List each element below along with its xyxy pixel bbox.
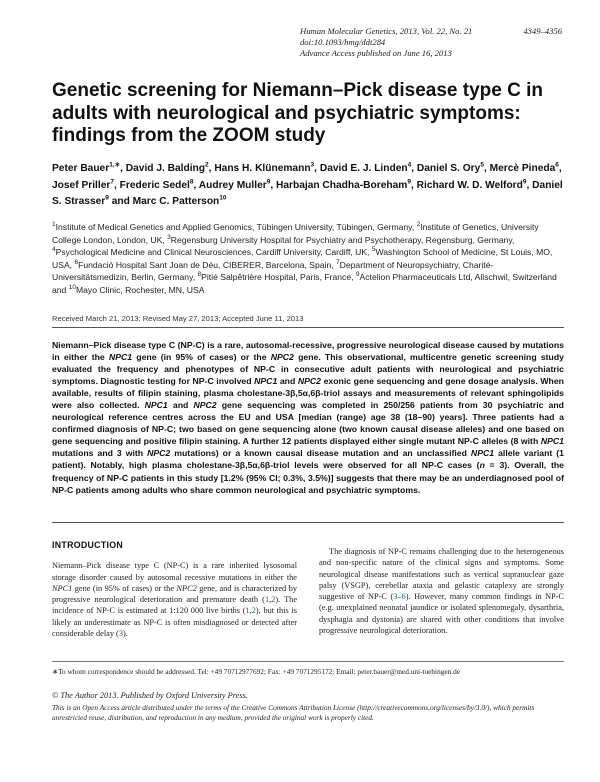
text-run: ), but this is likely an underestimate as NP-C is often misdiagnosed or detected after considerable delay ( [52,606,297,639]
text-run: ). The incidence of NP-C is estimated at 1:120 000 live births ( [52,595,297,616]
author-name: David E. J. Linden [319,163,408,174]
author-name: David J. Balding [125,163,206,174]
italic-term: n [479,460,485,471]
author-affiliation-marker: 5 [480,161,484,169]
author-name: Marc C. Patterson [132,196,220,207]
intro-paragraph [52,560,297,639]
affiliation-number: 10 [68,283,76,291]
author-name: Frederic Sedel [119,179,190,191]
affiliation-number: 5 [371,246,376,254]
italic-term: NPC1 [52,583,73,593]
text-run: allele variant (1 patient). Notably, high plasma cholestane-3β,5α,6β-triol levels were observed for all NP-C cases ( [52,448,565,471]
text-run: gene sequencing was completed in 250/256 patients from 30 psychiatric and neurological reference centres across the EU and USA [median (range) age 38 (18–90) years]. Three patients had a confirmed diagnosis of NP-C; two based on gene sequencing alone (two known causal disease alleles) and one based on gene sequencing and positive filipin staining. A further 12 patients displayed either single mutant NP-C alleles (8 with [52,400,564,447]
text-run: ). However, many common findings in NP-C (e.g. unexplained neonatal jaundice or isolated splenomegaly, dysarthria, dysphagia and dystonia) are shared with other conditions that involve progressive neurological deterioration. [319,592,565,636]
text-run: gene (in 95% of cases) or the [72,583,177,593]
italic-term: NPC1 [254,376,278,387]
text-run: Niemann–Pick disease type C (NP-C) is a rare inherited lysosomal storage disorder caused by autosomal recessive mutations in either the [52,561,297,582]
text-run: and [277,376,298,387]
reference-link[interactable]: 3–6 [393,592,406,602]
text-run: , [269,595,272,605]
author-affiliation-marker: 3 [310,161,315,169]
author-affiliation-marker: 9 [407,178,411,186]
text-run: ). [122,629,128,639]
affiliation-text: Washington School of Medicine, St Louis, MO, USA, [52,247,553,270]
author-name: Hans H. Klünemann [214,163,311,174]
italic-term: NPC2 [297,376,322,387]
author-name: Daniel S. Ory [416,163,481,174]
page-range: 4349–4356 [523,26,562,36]
received-dates: Received March 21, 2013; Revised May 27, 2013; Accepted June 11, 2013 [52,314,304,323]
journal-citation: Human Molecular Genetics, 2013, Vol. 22, No. 21 [300,26,473,36]
affiliation-text: Mayo Clinic, Rochester, MN, USA [75,284,205,295]
intro-paragraph [319,546,564,636]
affiliation-text: Institute of Medical Genetics and Applied Genomics, Tübingen University, Tübingen, Germany, [55,222,417,232]
text-run: mutations and 3 with [52,448,148,459]
author-affiliation-marker: 9 [522,178,527,186]
reference-link[interactable]: 2 [251,606,256,616]
author-affiliation-marker: 8 [189,178,194,186]
divider [52,661,564,662]
author-name: Harbajan Chadha-Boreham [276,179,408,191]
affiliation-text: Pitié Salpêtrière Hospital, Paris, France, [201,272,356,282]
author-name: Josef Priller [52,179,111,191]
license-text: This is an Open Access article distributed under the terms of the Creative Commons Attribution License (http://creativecommons.org/licenses/by/3.0/), which permits unrestricted reuse, distribution, and reproduction in any medium, provided the original work is properly cited. [52,703,535,722]
affiliation-text: Institute of Genetics, University College London, London, UK, [52,222,539,245]
article-title: Genetic screening for Niemann–Pick disease type C in adults with neurological and psychiatric symptoms: findings from the ZOOM study [52,80,544,146]
intro-left-column [52,540,297,639]
italic-term: NPC2 [193,400,217,411]
author-name: Peter Bauer [52,163,110,174]
affiliation-number: 3 [167,233,171,241]
reference-link[interactable]: 1 [245,606,250,616]
italic-term: NPC1 [144,400,168,411]
author-list: Peter Bauer$^{1,∗}$, David J. Balding$^2$, Hans H. Klünemann$^3$, David E. J. Linden$^4$, Daniel S. Ory$^5$, Mercè Pineda$^6$, Josef Priller$^7$, Frederic Sedel$^8$, Audrey Muller$^9$, Harbajan Chadha-Boreham$^9$, Richard W. D. Welford$^9$, Daniel S. Strasser$^9$ and Marc C. Patterson$^{10}$ [52,161,563,207]
affiliation-number: 6 [74,258,79,266]
correspondence-footnote: ∗To whom correspondence should be addressed. Tel: +49 70712977692; Fax: +49 7071295172; Email: peter.bauer@med.uni-tuebingen.de [52,667,460,676]
text-run: gene. This observational, multicentre genetic screening study evaluated the frequency and phenotypes of NP-C in consecutive adult patients with neurological and psychiatric symptoms. Diagnostic testing for NP-C involved [52,352,564,387]
advance-access: Advance Access published on June 16, 2013 [300,48,452,58]
author-name: Mercè Pineda [489,163,556,174]
journal-header [300,26,562,59]
italic-term: NPC1 [108,352,133,363]
text-run: exonic gene sequencing and gene dosage analysis. When available, results of filipin staining, plasma cholestane-3β,5α,6β-triol assays and measurements of relevant sphingolipids were also collected. [52,376,564,411]
author-affiliation-marker: 9 [266,178,271,186]
text-run: Niemann–Pick disease type C (NP-C) is a rare, autosomal-recessive, progressive neurological disease caused by mutations in either the [52,340,564,363]
affiliation-text: Psychological Medicine and Clinical Neurosciences, Cardiff University, Cardiff, UK, [55,247,372,257]
text-run: mutations) or a known causal disease mutation and an unclassified [170,448,471,459]
author-affiliation-marker: 4 [407,161,412,169]
author-affiliation-marker: 10 [219,194,227,202]
author-affiliation-marker: 1,∗ [109,161,121,169]
text-run: and [167,400,194,411]
affiliation-number: 8 [197,271,202,279]
text-run: , [249,606,252,616]
author-name: Richard W. D. Welford [416,179,523,191]
affiliation-number: 7 [336,258,340,266]
author-affiliation-marker: 9 [105,194,109,202]
italic-term: NPC1 [540,436,564,447]
text-run: The diagnosis of NP-C remains challenging due to the heterogeneous and non-specific nature of the clinical signs and symptoms. Some neurological disease manifestations such as vertical supranuclear gaze palsy (VSGP), cerebellar ataxia and gelastic cataplexy are strongly suggestive of NP-C ( [319,547,564,602]
divider [52,522,564,523]
affiliation-number: 2 [416,221,421,229]
abstract [52,339,564,496]
affiliations [52,221,564,296]
italic-term: NPC1 [470,448,495,459]
reference-link[interactable]: 1 [264,595,270,605]
affiliation-text: Fundació Hospital Sant Joan de Déu, CIBERER, Barcelona, Spain, [78,259,337,270]
author-affiliation-marker: 2 [205,161,209,169]
text-run: gene, and is characterized by progressive neurological deterioration and premature death ( [52,583,297,605]
author-name: Audrey Muller [198,179,267,191]
affiliation-text: Regensburg University Hospital for Psychiatry and Psychotherapy, Regensburg, Germany, [170,234,515,245]
intro-right-column [319,546,564,636]
license-block [52,691,564,723]
text-run: = 3). Overall, the frequency of NP-C patients in this study [1.2% (95% CI; 0.3%, 3.5%)] suggests that there may be an underdiagnosed pool of NP-C patients among adults who share common neurological and psychiatric symptoms. [52,460,564,495]
author-affiliation-marker: 7 [110,178,114,186]
affiliation-number: 9 [355,271,360,279]
italic-term: NPC2 [147,448,171,459]
reference-link[interactable]: 3 [118,629,123,639]
affiliation-number: 4 [52,246,56,254]
doi[interactable]: doi:10.1093/hmg/ddt284 [300,37,386,47]
copyright-line: © The Author 2013. Published by Oxford University Press. [52,691,248,700]
divider [52,327,564,328]
text-run: gene (in 95% of cases) or the [132,352,271,363]
affiliation-number: 1 [52,221,56,229]
reference-link[interactable]: 2 [271,595,276,605]
author-name: Daniel S. Strasser [52,179,563,207]
affiliation-text: Actelion Pharmaceuticals Ltd, Allschwil, Switzerland and [52,272,557,295]
section-heading: INTRODUCTION [52,540,124,550]
italic-term: NPC2 [270,352,294,363]
author-affiliation-marker: 6 [555,161,559,169]
italic-term: NPC2 [176,583,197,593]
affiliation-text: Department of Neuropsychiatry, Charité-Universitätsmedizin, Berlin, Germany, [52,259,494,282]
